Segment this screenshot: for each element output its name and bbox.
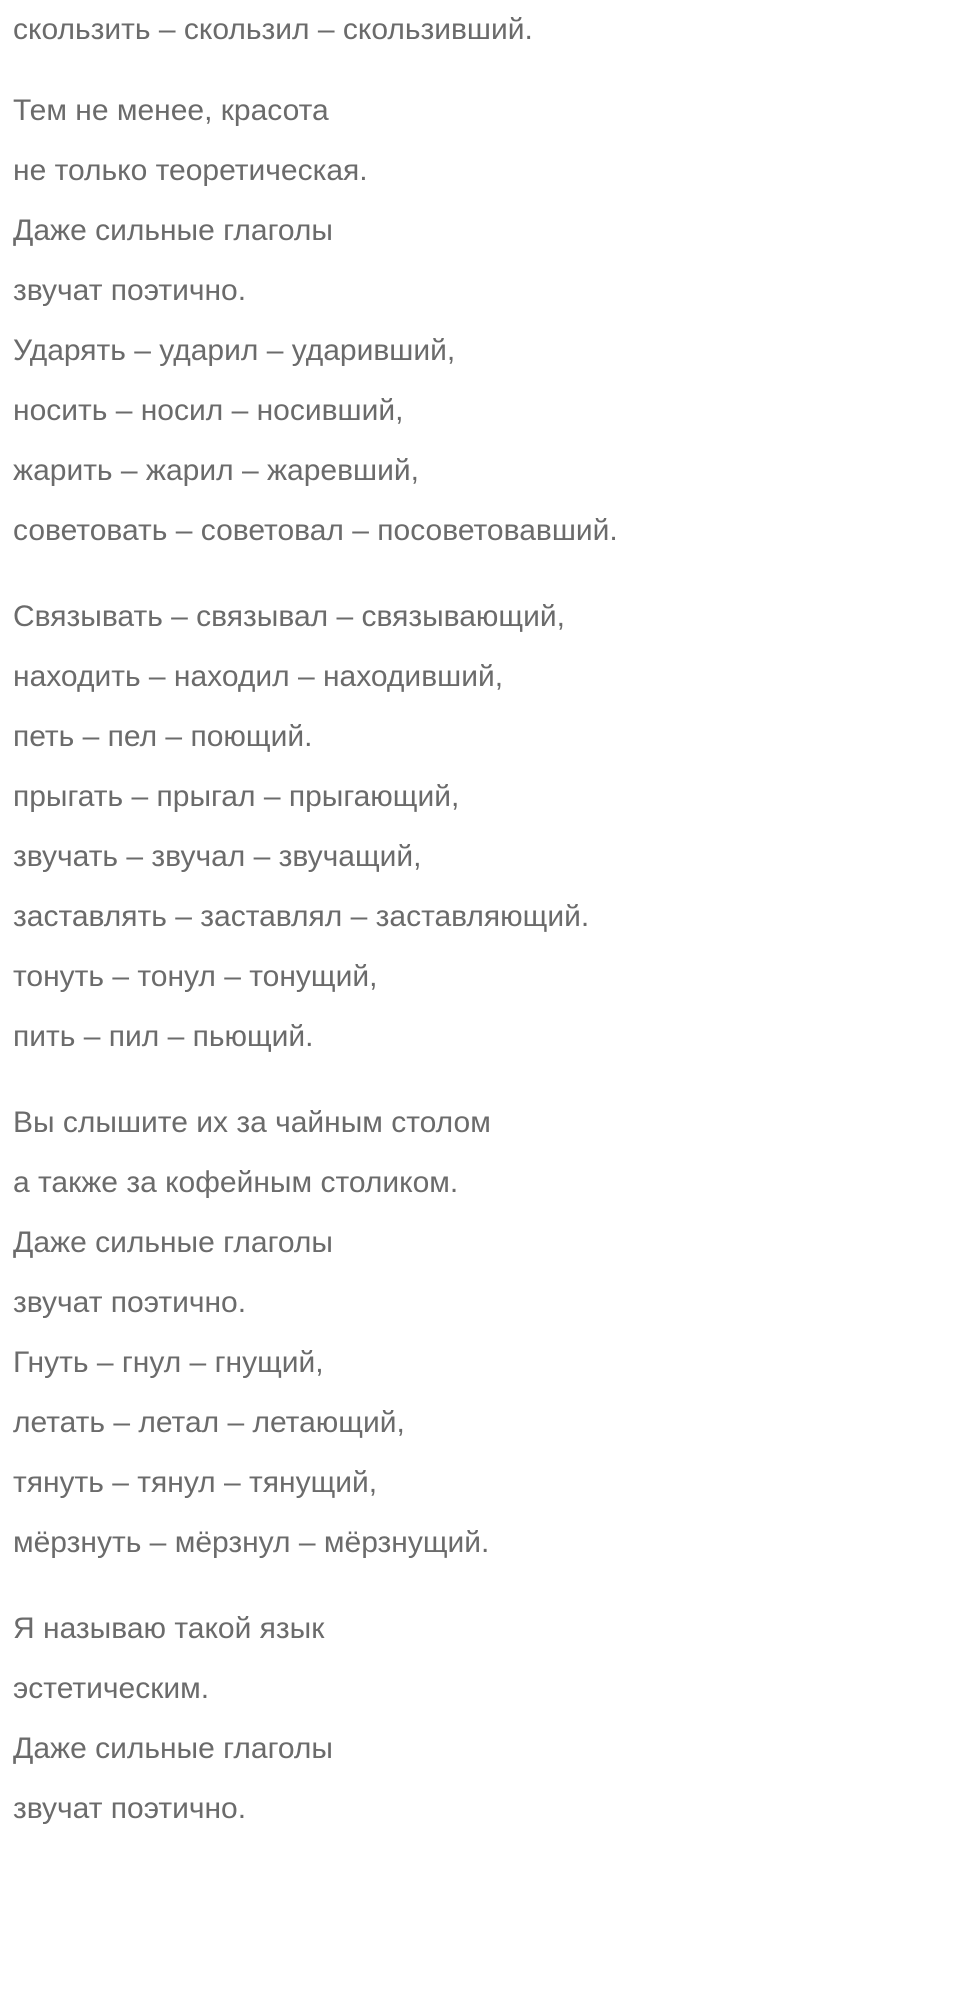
stanza-1 <box>13 5 960 55</box>
poem-line: носить – носил – носивший, <box>13 394 404 427</box>
poem-line: Даже сильные глаголы <box>13 214 333 247</box>
poem-line: Вы слышите их за чайным столом <box>13 1106 491 1139</box>
poem-line: советовать – советовал – посоветовавший. <box>13 514 618 547</box>
poem-line: прыгать – прыгал – прыгающий, <box>13 780 460 813</box>
poem-line: летать – летал – летающий, <box>13 1406 405 1439</box>
poem-line: Даже сильные глаголы <box>13 1732 333 1765</box>
poem-line: мёрзнуть – мёрзнул – мёрзнущий. <box>13 1526 490 1559</box>
poem-line: пить – пил – пьющий. <box>13 1020 314 1053</box>
poem-line: эстетическим. <box>13 1672 210 1705</box>
poem-line: скользить – скользил – скользивший. <box>13 13 533 46</box>
poem-line: не только теоретическая. <box>13 154 368 187</box>
poem-line: тянуть – тянул – тянущий, <box>13 1466 378 1499</box>
stanza-gap <box>13 1067 960 1093</box>
poem-line: звучат поэтично. <box>13 1792 247 1825</box>
stanza-3 <box>13 587 960 1067</box>
poem-line: Тем не менее, красота <box>13 94 329 127</box>
poem-line: звучать – звучал – звучащий, <box>13 840 422 873</box>
stanza-5 <box>13 1599 960 1839</box>
poem-line: Гнуть – гнул – гнущий, <box>13 1346 324 1379</box>
poem-line: заставлять – заставлял – заставляющий. <box>13 900 590 933</box>
stanza-gap <box>13 55 960 81</box>
poem-line: Связывать – связывал – связывающий, <box>13 600 565 633</box>
stanza-gap <box>13 561 960 587</box>
poem-line: тонуть – тонул – тонущий, <box>13 960 378 993</box>
poem-line: Даже сильные глаголы <box>13 1226 333 1259</box>
stanza-4 <box>13 1093 960 1573</box>
poem-line: Я называю такой язык <box>13 1612 325 1645</box>
stanza-2 <box>13 81 960 561</box>
poem-line: петь – пел – поющий. <box>13 720 313 753</box>
poem-line: звучат поэтично. <box>13 274 247 307</box>
poem-line: звучат поэтично. <box>13 1286 247 1319</box>
poem-line: жарить – жарил – жаревший, <box>13 454 419 487</box>
poem-line: Ударять – ударил – ударивший, <box>13 334 456 367</box>
poem-line: а также за кофейным столиком. <box>13 1166 459 1199</box>
poem-line: находить – находил – находивший, <box>13 660 504 693</box>
stanza-gap <box>13 1573 960 1599</box>
